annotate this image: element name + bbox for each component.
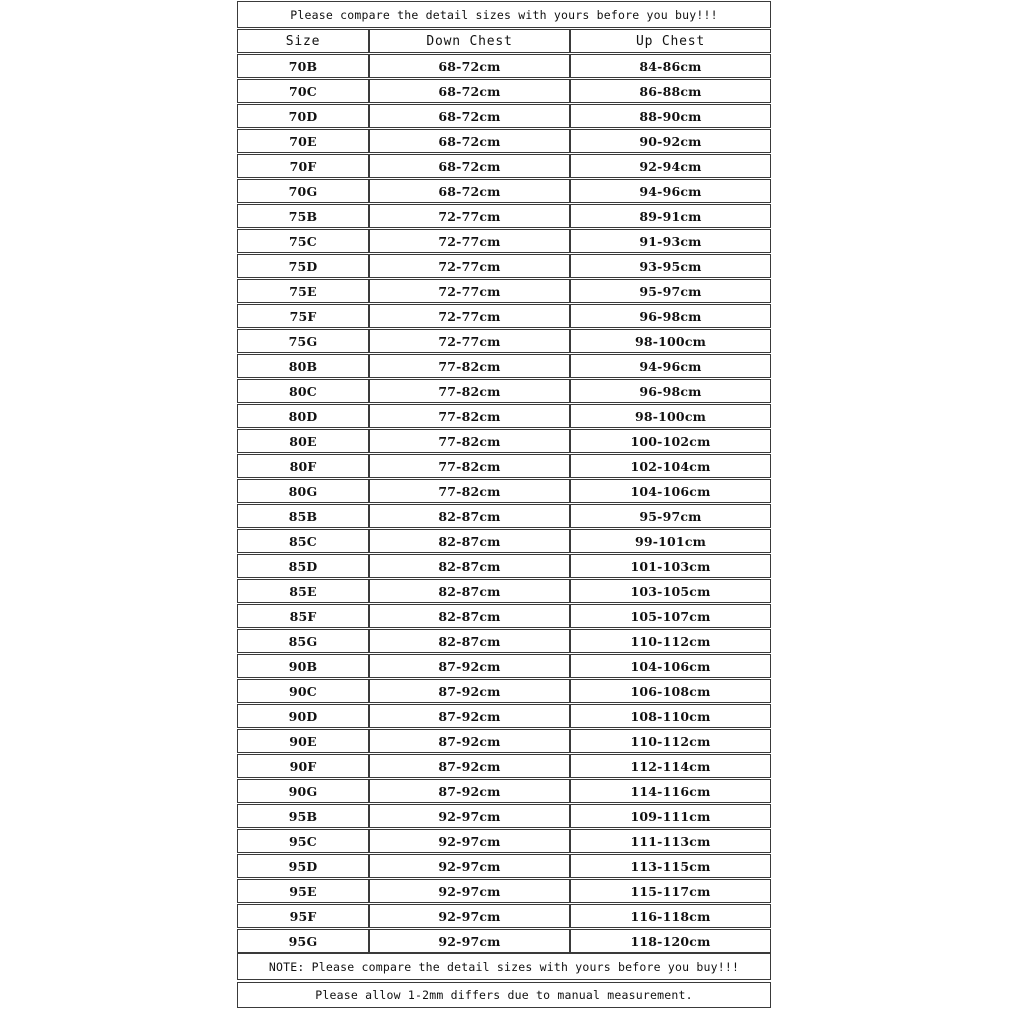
up-chest-cell: 105-107cm (570, 604, 771, 628)
down-chest-cell: 82-87cm (369, 579, 570, 603)
down-chest-cell: 68-72cm (369, 179, 570, 203)
down-chest-cell: 77-82cm (369, 404, 570, 428)
down-chest-cell: 87-92cm (369, 679, 570, 703)
down-chest-cell: 68-72cm (369, 79, 570, 103)
size-cell: 80E (237, 429, 369, 453)
up-chest-cell: 94-96cm (570, 354, 771, 378)
down-chest-cell: 72-77cm (369, 204, 570, 228)
up-chest-cell: 94-96cm (570, 179, 771, 203)
up-chest-cell: 106-108cm (570, 679, 771, 703)
column-header-down-chest: Down Chest (369, 29, 570, 53)
size-cell: 95E (237, 879, 369, 903)
note-banner: NOTE: Please compare the detail sizes with yours before you buy!!! (237, 953, 771, 980)
size-cell: 75C (237, 229, 369, 253)
size-cell: 90E (237, 729, 369, 753)
size-cell: 85B (237, 504, 369, 528)
size-cell: 75G (237, 329, 369, 353)
down-chest-cell: 77-82cm (369, 379, 570, 403)
up-chest-cell: 88-90cm (570, 104, 771, 128)
up-chest-cell: 111-113cm (570, 829, 771, 853)
up-chest-cell: 116-118cm (570, 904, 771, 928)
up-chest-cell: 89-91cm (570, 204, 771, 228)
column-header-size: Size (237, 29, 369, 53)
size-cell: 95D (237, 854, 369, 878)
size-cell: 85G (237, 629, 369, 653)
up-chest-cell: 104-106cm (570, 654, 771, 678)
size-cell: 80G (237, 479, 369, 503)
size-cell: 90B (237, 654, 369, 678)
size-cell: 80B (237, 354, 369, 378)
down-chest-cell: 87-92cm (369, 729, 570, 753)
size-cell: 95F (237, 904, 369, 928)
size-cell: 90D (237, 704, 369, 728)
down-chest-cell: 77-82cm (369, 429, 570, 453)
size-cell: 80F (237, 454, 369, 478)
size-cell: 75E (237, 279, 369, 303)
up-chest-cell: 92-94cm (570, 154, 771, 178)
size-cell: 80C (237, 379, 369, 403)
up-chest-cell: 113-115cm (570, 854, 771, 878)
size-cell: 70G (237, 179, 369, 203)
down-chest-cell: 87-92cm (369, 779, 570, 803)
down-chest-cell: 72-77cm (369, 279, 570, 303)
down-chest-cell: 77-82cm (369, 454, 570, 478)
down-chest-cell: 72-77cm (369, 329, 570, 353)
up-chest-cell: 84-86cm (570, 54, 771, 78)
up-chest-cell: 95-97cm (570, 504, 771, 528)
down-chest-cell: 92-97cm (369, 904, 570, 928)
up-chest-cell: 103-105cm (570, 579, 771, 603)
down-chest-cell: 68-72cm (369, 54, 570, 78)
up-chest-cell: 96-98cm (570, 379, 771, 403)
size-cell: 75F (237, 304, 369, 328)
down-chest-cell: 92-97cm (369, 829, 570, 853)
up-chest-cell: 98-100cm (570, 404, 771, 428)
up-chest-cell: 112-114cm (570, 754, 771, 778)
footer-banner: Please allow 1-2mm differs due to manual measurement. (237, 982, 771, 1008)
down-chest-cell: 72-77cm (369, 229, 570, 253)
title-banner: Please compare the detail sizes with yours before you buy!!! (237, 1, 771, 28)
size-cell: 70E (237, 129, 369, 153)
size-cell: 70F (237, 154, 369, 178)
size-cell: 95B (237, 804, 369, 828)
up-chest-cell: 110-112cm (570, 729, 771, 753)
size-cell: 90G (237, 779, 369, 803)
column-header-up-chest: Up Chest (570, 29, 771, 53)
down-chest-cell: 82-87cm (369, 554, 570, 578)
down-chest-cell: 92-97cm (369, 854, 570, 878)
down-chest-cell: 82-87cm (369, 604, 570, 628)
up-chest-cell: 115-117cm (570, 879, 771, 903)
up-chest-cell: 93-95cm (570, 254, 771, 278)
size-cell: 70D (237, 104, 369, 128)
down-chest-cell: 92-97cm (369, 804, 570, 828)
up-chest-cell: 90-92cm (570, 129, 771, 153)
down-chest-cell: 87-92cm (369, 704, 570, 728)
down-chest-cell: 87-92cm (369, 754, 570, 778)
size-cell: 85E (237, 579, 369, 603)
down-chest-cell: 82-87cm (369, 504, 570, 528)
size-cell: 80D (237, 404, 369, 428)
up-chest-cell: 91-93cm (570, 229, 771, 253)
down-chest-cell: 92-97cm (369, 879, 570, 903)
down-chest-cell: 77-82cm (369, 354, 570, 378)
up-chest-cell: 95-97cm (570, 279, 771, 303)
size-cell: 85F (237, 604, 369, 628)
size-cell: 95G (237, 929, 369, 953)
up-chest-cell: 102-104cm (570, 454, 771, 478)
size-cell: 75B (237, 204, 369, 228)
up-chest-cell: 100-102cm (570, 429, 771, 453)
size-cell: 85C (237, 529, 369, 553)
up-chest-cell: 110-112cm (570, 629, 771, 653)
up-chest-cell: 104-106cm (570, 479, 771, 503)
up-chest-cell: 109-111cm (570, 804, 771, 828)
size-cell: 70C (237, 79, 369, 103)
up-chest-cell: 99-101cm (570, 529, 771, 553)
up-chest-cell: 114-116cm (570, 779, 771, 803)
size-cell: 75D (237, 254, 369, 278)
up-chest-cell: 108-110cm (570, 704, 771, 728)
up-chest-cell: 96-98cm (570, 304, 771, 328)
down-chest-cell: 68-72cm (369, 154, 570, 178)
down-chest-cell: 68-72cm (369, 129, 570, 153)
down-chest-cell: 87-92cm (369, 654, 570, 678)
up-chest-cell: 86-88cm (570, 79, 771, 103)
up-chest-cell: 101-103cm (570, 554, 771, 578)
size-cell: 85D (237, 554, 369, 578)
size-cell: 90F (237, 754, 369, 778)
down-chest-cell: 72-77cm (369, 304, 570, 328)
size-cell: 95C (237, 829, 369, 853)
size-cell: 70B (237, 54, 369, 78)
up-chest-cell: 98-100cm (570, 329, 771, 353)
down-chest-cell: 72-77cm (369, 254, 570, 278)
down-chest-cell: 92-97cm (369, 929, 570, 953)
up-chest-cell: 118-120cm (570, 929, 771, 953)
size-cell: 90C (237, 679, 369, 703)
down-chest-cell: 82-87cm (369, 529, 570, 553)
down-chest-cell: 77-82cm (369, 479, 570, 503)
down-chest-cell: 82-87cm (369, 629, 570, 653)
down-chest-cell: 68-72cm (369, 104, 570, 128)
